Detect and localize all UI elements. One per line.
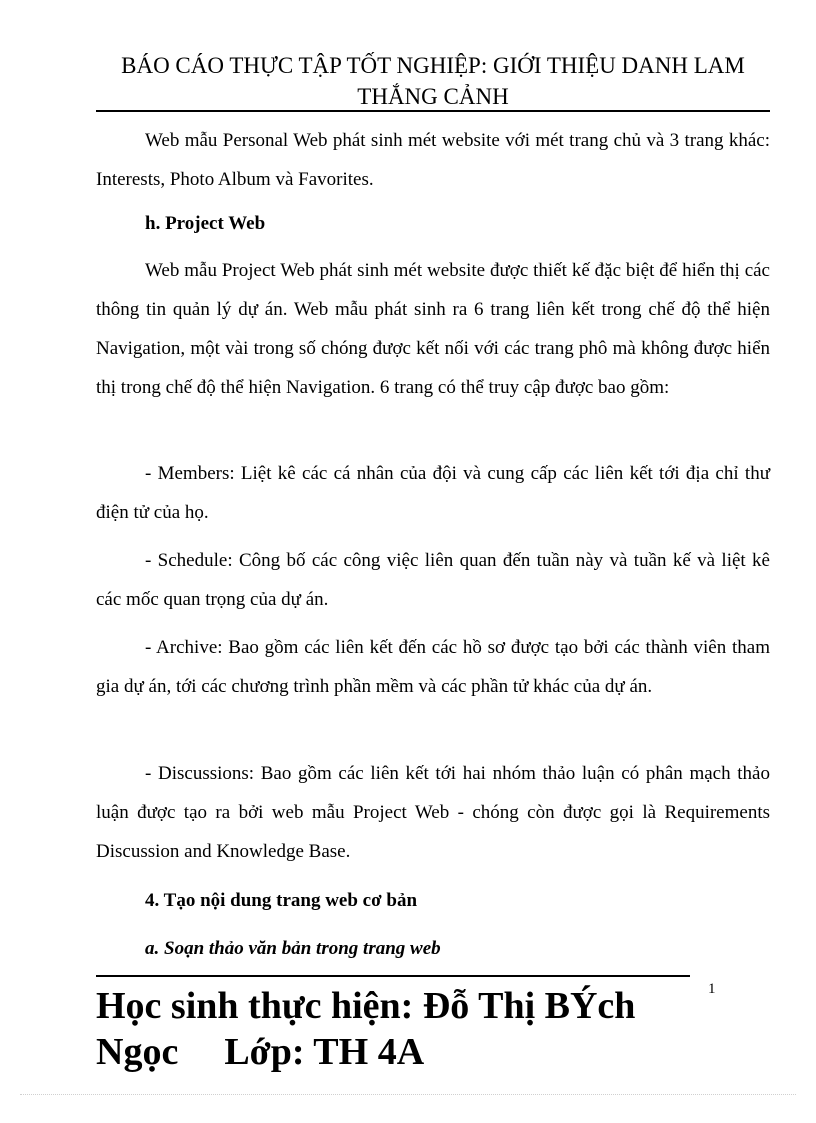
paragraph-schedule: - Schedule: Công bố các công việc liên quan đến tuần này và tuần kế và liệt kê các mốc quan trọng của dự án.: [96, 550, 770, 610]
header-divider: [96, 110, 770, 112]
heading-section-4a: a. Soạn thảo văn bản trong trang web: [145, 938, 441, 959]
footer-name-tail: Ngọc: [96, 1031, 179, 1073]
footer-class-line: [96, 1029, 716, 1075]
heading-project-web: h. Project Web: [145, 213, 266, 234]
paragraph-project-web: Web mẫu Project Web phát sinh mét website được thiết kế đặc biệt để hiển thị các thông tin quản lý dự án. Web mẫu phát sinh ra 6 trang liên kết trong chế độ thể hiện Navigation, một vài trong số chóng được kết nối với các trang phô mà không được hiển thị trong chế độ thể hiện Navigation. 6 trang có thể truy cập được bao gồm:: [96, 260, 770, 398]
footer-class-label: Lớp: TH 4A: [224, 1031, 425, 1073]
page-number: 1: [708, 981, 716, 997]
paragraph-members: - Members: Liệt kê các cá nhân của đội và cung cấp các liên kết tới địa chỉ thư điện tử của họ.: [96, 463, 770, 523]
footer-author-block: [96, 983, 716, 1075]
page-header-title: BÁO CÁO THỰC TẬP TỐT NGHIỆP: GIỚI THIỆU DANH LAM THẮNG CẢNH: [121, 53, 745, 109]
footer-author-line: Học sinh thực hiện: Đỗ Thị BÝch: [96, 985, 636, 1027]
paragraph-archive: - Archive: Bao gồm các liên kết đến các hồ sơ được tạo bởi các thành viên tham gia dự án, tới các chương trình phần mềm và các phần tử khác của dự án.: [96, 637, 770, 697]
heading-section-4: 4. Tạo nội dung trang web cơ bản: [145, 890, 418, 911]
page-bottom-dotted-border: [20, 1094, 796, 1095]
footer-divider: [96, 975, 690, 977]
paragraph-personal-web: Web mẫu Personal Web phát sinh mét website với mét trang chủ và 3 trang khác: Interests, Photo Album và Favorites.: [96, 130, 770, 190]
paragraph-discussions: - Discussions: Bao gồm các liên kết tới hai nhóm thảo luận có phân mạch thảo luận được tạo ra bởi web mẫu Project Web - chóng còn được gọi là Requirements Discussion and Knowledge Base.: [96, 763, 770, 862]
